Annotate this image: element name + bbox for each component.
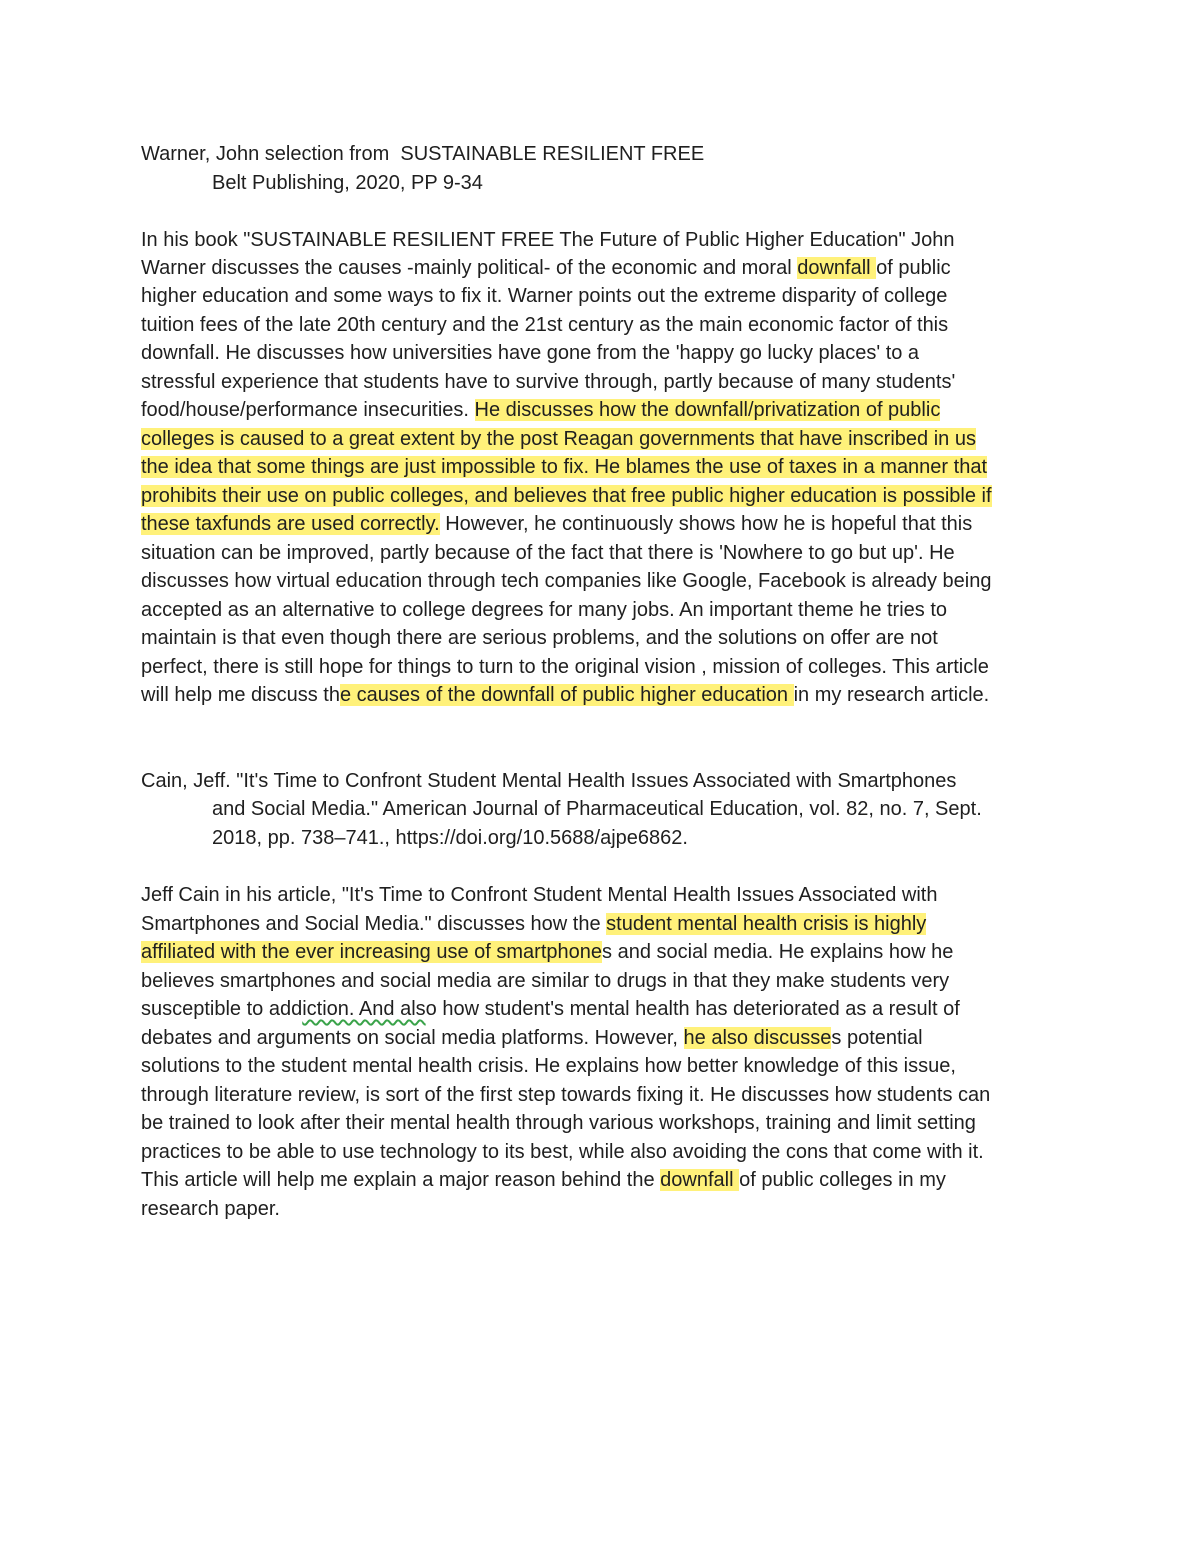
citation-text: Cain, Jeff. "It's Time to Confront Student Mental Health Issues Associated with Smartphones — [141, 770, 957, 792]
annotation-line — [141, 995, 960, 1023]
annotation-line — [141, 282, 947, 310]
highlighted-text: He discusses how the downfall/privatization of public — [474, 399, 941, 421]
highlighted-text: downfall — [660, 1169, 740, 1191]
highlighted-text: he also discusse — [683, 1027, 832, 1049]
annotation-line — [141, 967, 949, 995]
citation-line — [212, 824, 688, 852]
highlighted-text: affiliated with the ever increasing use of smartphone — [141, 941, 603, 963]
annotation-line — [141, 653, 989, 681]
highlighted-text: colleges is caused to a great extent by the post Reagan governments that have inscribed in us — [141, 428, 976, 450]
annotation-line — [141, 254, 951, 282]
annotation-line — [141, 681, 989, 709]
annotation-line — [141, 539, 955, 567]
citation-line — [212, 795, 982, 823]
annotation-text: discusses how virtual education through tech companies like Google, Facebook is already being — [141, 570, 992, 592]
annotation-line — [141, 1138, 984, 1166]
annotation-text: accepted as an alternative to college degrees for many jobs. An important theme he tries to — [141, 599, 948, 621]
annotation-text: solutions to the student mental health crisis. He explains how better knowledge of this issue, — [141, 1055, 956, 1077]
annotation-text: Smartphones and Social Media." discusses how the — [141, 913, 607, 935]
annotation-text: maintain is that even though there are serious problems, and the solutions on offer are not — [141, 627, 938, 649]
annotation-text: However, he continuously shows how he is hopeful that this — [439, 513, 973, 535]
citation-text: and Social Media." American Journal of Pharmaceutical Education, vol. 82, no. 7, Sept. — [212, 798, 982, 820]
annotation-line — [141, 1081, 990, 1109]
annotation-line — [141, 482, 992, 510]
annotation-text: susceptible to add — [141, 998, 303, 1020]
annotation-line — [141, 1166, 946, 1194]
annotation-line — [141, 339, 919, 367]
annotation-line — [141, 1109, 976, 1137]
annotation-text: be trained to look after their mental health through various workshops, training and limit setting — [141, 1112, 976, 1134]
citation-line — [141, 140, 704, 168]
annotation-line — [141, 311, 948, 339]
annotation-line — [141, 567, 992, 595]
annotation-line — [141, 1052, 956, 1080]
highlighted-text: the idea that some things are just impossible to fix. He blames the use of taxes in a manner that — [141, 456, 988, 478]
annotation-text: debates and arguments on social media platforms. However, — [141, 1027, 684, 1049]
annotation-text: in my research article. — [793, 684, 990, 706]
annotation-line — [141, 624, 938, 652]
annotation-text: Warner discusses the causes -mainly political- of the economic and moral — [141, 257, 798, 279]
annotation-line — [141, 938, 953, 966]
spellcheck-flagged-text[interactable]: iction. And als — [302, 998, 426, 1020]
annotation-text: s potential — [831, 1027, 923, 1049]
annotation-text: higher education and some ways to fix it. Warner points out the extreme disparity of college — [141, 285, 948, 307]
annotation-line — [141, 596, 947, 624]
highlighted-text: e causes of the downfall of public higher education — [339, 684, 794, 706]
citation-text: Warner, John selection from SUSTAINABLE RESILIENT FREE — [141, 143, 705, 165]
citation-text: Belt Publishing, 2020, PP 9-34 — [212, 172, 483, 194]
highlighted-text: these taxfunds are used correctly. — [141, 513, 440, 535]
citation-text: 2018, pp. 738–741., https://doi.org/10.5688/ajpe6862. — [212, 827, 688, 849]
annotation-text: of public colleges in my — [739, 1169, 946, 1191]
annotation-text: through literature review, is sort of the first step towards fixing it. He discusses how students can — [141, 1084, 991, 1106]
highlighted-text: student mental health crisis is highly — [606, 913, 927, 935]
highlighted-text: downfall — [797, 257, 877, 279]
annotation-text: downfall. He discusses how universities have gone from the 'happy go lucky places' to a — [141, 342, 920, 364]
annotation-line — [141, 881, 937, 909]
annotation-text: stressful experience that students have to survive through, partly because of many students' — [141, 371, 956, 393]
annotation-line — [141, 1195, 280, 1223]
annotation-line — [141, 368, 955, 396]
annotation-text: Jeff Cain in his article, "It's Time to Confront Student Mental Health Issues Associated with — [141, 884, 938, 906]
citation-line — [141, 767, 956, 795]
annotation-text: practices to be able to use technology to its best, while also avoiding the cons that come with it. — [141, 1141, 984, 1163]
annotation-text: perfect, there is still hope for things to turn to the original vision , mission of colleges. This article — [141, 656, 989, 678]
annotation-text: s and social media. He explains how he — [602, 941, 954, 963]
citation-line — [212, 169, 483, 197]
annotation-text: tuition fees of the late 20th century and the 21st century as the main economic factor of this — [141, 314, 949, 336]
annotation-text: o how student's mental health has deteriorated as a result of — [425, 998, 960, 1020]
annotation-line — [141, 453, 987, 481]
annotation-line — [141, 425, 976, 453]
annotation-line — [141, 1024, 923, 1052]
annotation-text: research paper. — [141, 1198, 280, 1220]
annotation-text: This article will help me explain a major reason behind the — [141, 1169, 661, 1191]
annotation-text: will help me discuss th — [141, 684, 340, 706]
highlighted-text: prohibits their use on public colleges, and believes that free public higher education is possible if — [141, 485, 992, 507]
annotation-text: food/house/performance insecurities. — [141, 399, 475, 421]
annotation-line — [141, 226, 954, 254]
annotation-text: believes smartphones and social media are similar to drugs in that they make students very — [141, 970, 950, 992]
annotation-line — [141, 510, 972, 538]
annotation-text: In his book "SUSTAINABLE RESILIENT FREE The Future of Public Higher Education" John — [141, 229, 955, 251]
annotation-line — [141, 910, 926, 938]
annotation-text: situation can be improved, partly because of the fact that there is 'Nowhere to go but up'. He — [141, 542, 955, 564]
annotation-line — [141, 396, 940, 424]
annotation-text: of public — [876, 257, 951, 279]
